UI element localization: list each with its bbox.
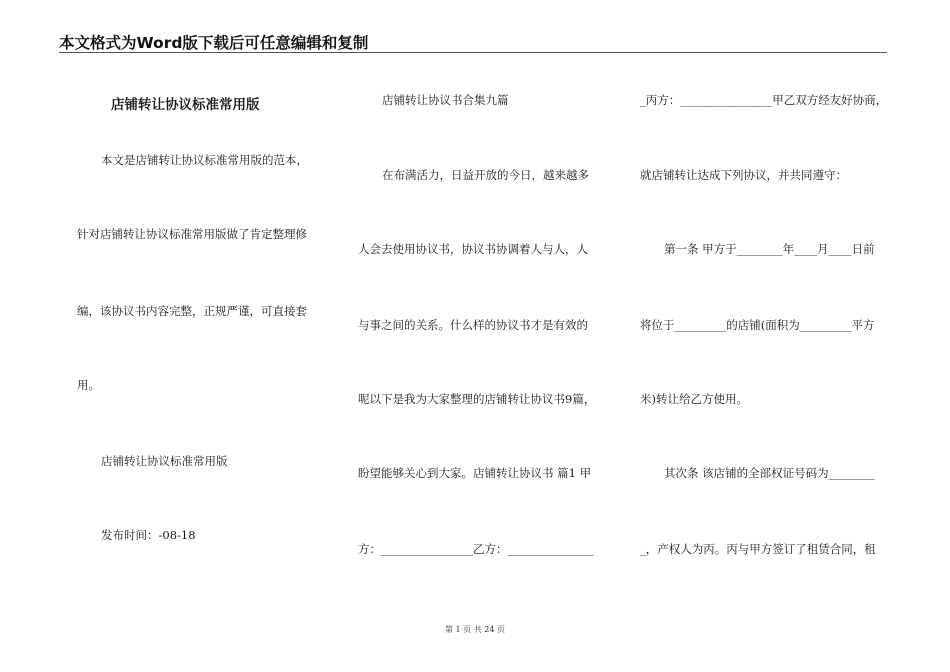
text-line: 在布满活力，日益开放的今日，越来越多 [382,168,589,182]
text-line: _，产权人为丙。丙与甲方签订了租赁合同，租 [640,542,876,556]
text-line: 店铺转让协议标准常用版 [101,454,228,468]
text-line: 米)转让给乙方使用。 [640,392,748,406]
text-line: 本文是店铺转让协议标准常用版的范本， [101,153,308,167]
text-line: 与事之间的关系。什么样的协议书才是有效的 [358,318,588,332]
text-line: 用。 [77,378,100,392]
text-line: 针对店铺转让协议标准常用版做了肯定整理修 [77,227,307,241]
text-line: 第一条 甲方于________年____月____日前 [664,242,875,256]
text-line: 盼望能够关心到大家。店铺转让协议书 篇1 甲 [358,466,592,480]
text-line: 方：________________乙方：_______________ [358,542,594,556]
document-title: 店铺转让协议标准常用版 [111,97,260,113]
page-footer: 第 1 页 共 24 页 [445,625,505,634]
text-line: 就店铺转让达成下列协议，并共同遵守： [640,168,847,182]
text-line: 店铺转让协议书合集九篇 [382,93,509,107]
text-line: 发布时间：-08-18 [101,528,196,542]
text-line: 编，该协议书内容完整，正规严谨，可直接套 [77,304,307,318]
text-line: _丙方：________________甲乙双方经友好协商， [640,93,888,107]
text-line: 将位于_________的店铺(面积为_________平方 [640,318,875,332]
text-line: 人会去使用协议书，协议书协调着人与人，人 [358,242,588,256]
text-line: 其次条 该店铺的全部权证号码为________ [664,466,875,480]
header-title: 本文格式为Word版下载后可任意编辑和复制 [59,34,369,52]
text-line: 呢以下是我为大家整理的店铺转让协议书9篇， [358,392,596,406]
